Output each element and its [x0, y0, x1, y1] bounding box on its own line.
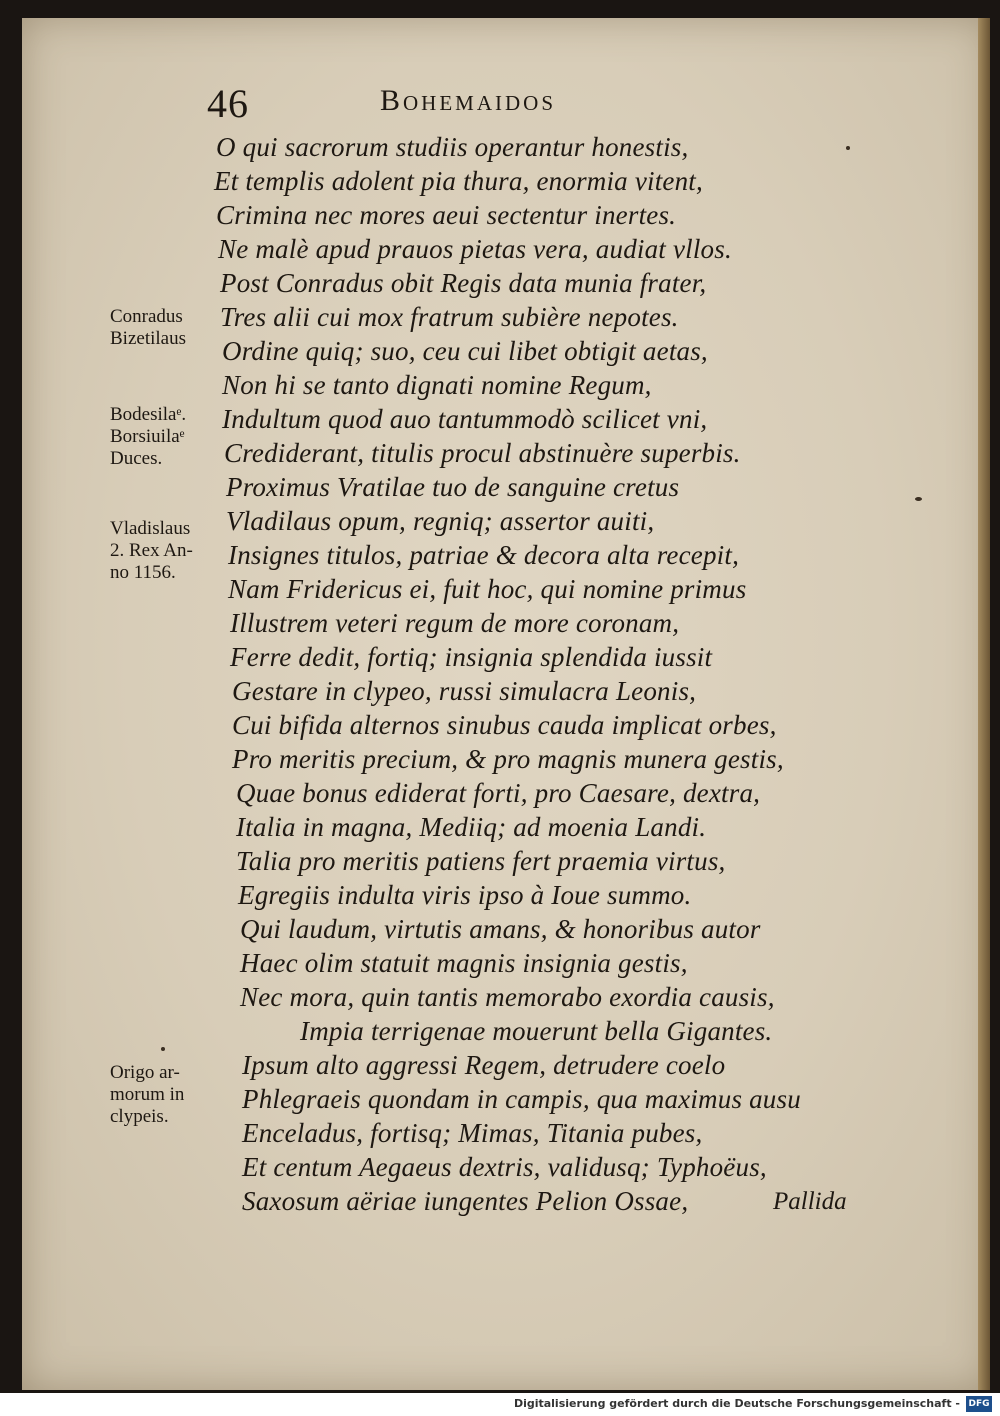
- verse-line: Pro meritis precium, & pro magnis munera gestis,: [232, 744, 784, 774]
- verse-line: Quae bonus ediderat forti, pro Caesare, dextra,: [236, 778, 761, 808]
- verse-line: Ordine quiq; suo, ceu cui libet obtigit aetas,: [222, 336, 708, 366]
- verse-line: Nec mora, quin tantis memorabo exordia causis,: [240, 982, 775, 1012]
- verse-line: Illustrem veteri regum de more coronam,: [230, 608, 680, 638]
- verse-line: Proximus Vratilae tuo de sanguine cretus: [226, 472, 680, 502]
- verse-line: Saxosum aëriae iungentes Pelion Ossae,: [242, 1186, 689, 1216]
- verse-line: Et templis adolent pia thura, enormia vitent,: [214, 166, 703, 196]
- verse-line: Et centum Aegaeus dextris, validusq; Typhoëus,: [242, 1152, 767, 1182]
- catchword: Pallida: [773, 1188, 847, 1215]
- verse-line: Qui laudum, virtutis amans, & honoribus autor: [240, 914, 761, 944]
- page-number: 46: [207, 81, 249, 126]
- verse-line: Non hi se tanto dignati nomine Regum,: [222, 370, 652, 400]
- dfg-logo-icon: DFG: [966, 1396, 992, 1412]
- verse-line: O qui sacrorum studiis operantur honestis,: [216, 132, 689, 162]
- running-title: Bohemaidos: [380, 84, 557, 117]
- verse-line: Enceladus, fortisq; Mimas, Titania pubes,: [242, 1118, 703, 1148]
- verse-line: Post Conradus obit Regis data munia frater,: [220, 268, 707, 298]
- marginal-note: Bodesilaᵉ. Borsiuilaᵉ Duces.: [110, 404, 187, 469]
- verse-line: Ferre dedit, fortiq; insignia splendida iussit: [230, 642, 713, 672]
- verse-line: Ipsum alto aggressi Regem, detrudere coelo: [242, 1050, 726, 1080]
- verse-line: Haec olim statuit magnis insignia gestis,: [240, 948, 688, 978]
- ink-speck: [161, 1047, 165, 1051]
- verse-line: Egregiis indulta viris ipso à Ioue summo.: [238, 880, 692, 910]
- ink-speck: [915, 497, 922, 501]
- verse-line: Phlegraeis quondam in campis, qua maximus ausu: [242, 1084, 801, 1114]
- verse-line: Insignes titulos, patriae & decora alta recepit,: [228, 540, 740, 570]
- verse-line: Ne malè apud prauos pietas vera, audiat vllos.: [218, 234, 732, 264]
- verse-line: Gestare in clypeo, russi simulacra Leonis,: [232, 676, 697, 706]
- digitization-footer: [0, 1393, 1000, 1416]
- verse-line: Nam Fridericus ei, fuit hoc, qui nomine primus: [228, 574, 747, 604]
- ink-speck: [846, 146, 850, 150]
- marginal-note: Origo ar- morum in clypeis.: [110, 1062, 185, 1127]
- verse-line: Italia in magna, Mediiq; ad moenia Landi.: [236, 812, 707, 842]
- funding-notice: Digitalisierung gefördert durch die Deutsche Forschungsgemeinschaft -: [513, 1397, 960, 1410]
- verse-line: Crimina nec mores aeui sectentur inertes.: [216, 200, 677, 230]
- verse-line: Vladilaus opum, regniq; assertor auiti,: [226, 506, 655, 536]
- verse-line: Tres alii cui mox fratrum subière nepotes.: [220, 302, 679, 332]
- marginal-note: Vladislaus 2. Rex An- no 1156.: [110, 518, 193, 583]
- verse-line: Indultum quod auo tantummodò scilicet vni,: [222, 404, 708, 434]
- verse-line: Talia pro meritis patiens fert praemia virtus,: [236, 846, 726, 876]
- verse-line: Cui bifida alternos sinubus cauda implicat orbes,: [232, 710, 777, 740]
- verse-line: Crediderant, titulis procul abstinuère superbis.: [224, 438, 741, 468]
- verse-line: Impia terrigenae mouerunt bella Gigantes.: [300, 1016, 773, 1046]
- marginal-note: Conradus Bizetilaus: [110, 306, 186, 349]
